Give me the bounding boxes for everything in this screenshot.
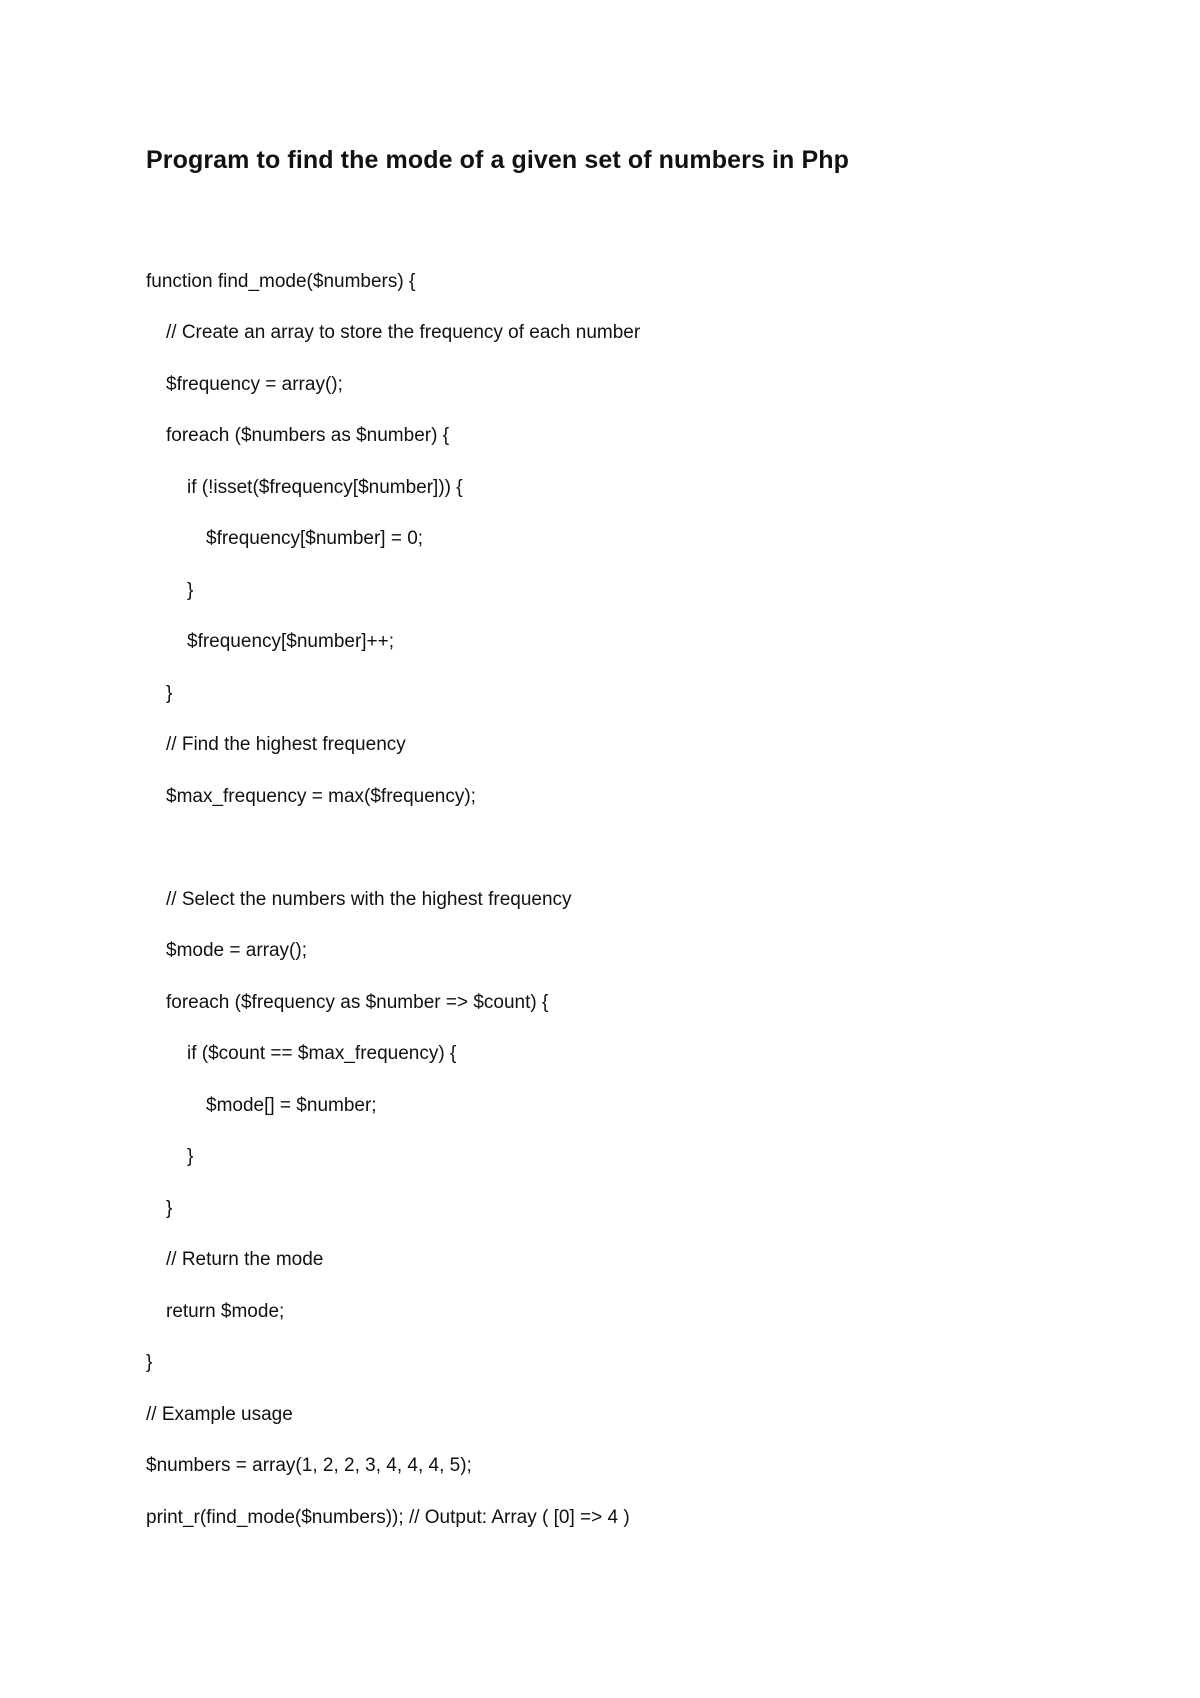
code-line-comment-example: // Example usage xyxy=(146,1404,293,1425)
code-line-close-function: } xyxy=(146,1352,153,1373)
code-line-if-count: if ($count == $max_frequency) { xyxy=(187,1043,457,1064)
code-line-foreach-frequency: foreach ($frequency as $number => $count) { xyxy=(166,992,549,1013)
code-line-comment-create-array: // Create an array to store the frequency of each number xyxy=(166,322,641,343)
code-line-mode-init: $mode = array(); xyxy=(166,940,307,961)
code-line-close-if-count: } xyxy=(187,1146,194,1167)
code-line-close-if: } xyxy=(187,580,194,601)
code-line-mode-append: $mode[] = $number; xyxy=(206,1095,377,1116)
code-line-frequency-increment: $frequency[$number]++; xyxy=(187,631,395,652)
code-line-if-isset: if (!isset($frequency[$number])) { xyxy=(187,477,463,498)
code-line-function-declaration: function find_mode($numbers) { xyxy=(146,271,416,292)
code-line-max-frequency: $max_frequency = max($frequency); xyxy=(166,786,476,807)
code-line-close-foreach-frequency: } xyxy=(166,1198,173,1219)
code-line-return-mode: return $mode; xyxy=(166,1301,285,1322)
code-line-comment-select: // Select the numbers with the highest frequency xyxy=(166,889,572,910)
code-line-foreach-numbers: foreach ($numbers as $number) { xyxy=(166,425,450,446)
code-line-numbers-array: $numbers = array(1, 2, 2, 3, 4, 4, 4, 5); xyxy=(146,1455,472,1476)
code-line-frequency-zero: $frequency[$number] = 0; xyxy=(206,528,424,549)
code-line-frequency-init: $frequency = array(); xyxy=(166,374,343,395)
code-line-comment-highest: // Find the highest frequency xyxy=(166,734,406,755)
document-title: Program to find the mode of a given set of numbers in Php xyxy=(146,146,849,174)
code-line-comment-return: // Return the mode xyxy=(166,1249,324,1270)
code-line-close-foreach: } xyxy=(166,683,173,704)
code-line-print-result: print_r(find_mode($numbers)); // Output: Array ( [0] => 4 ) xyxy=(146,1507,630,1528)
